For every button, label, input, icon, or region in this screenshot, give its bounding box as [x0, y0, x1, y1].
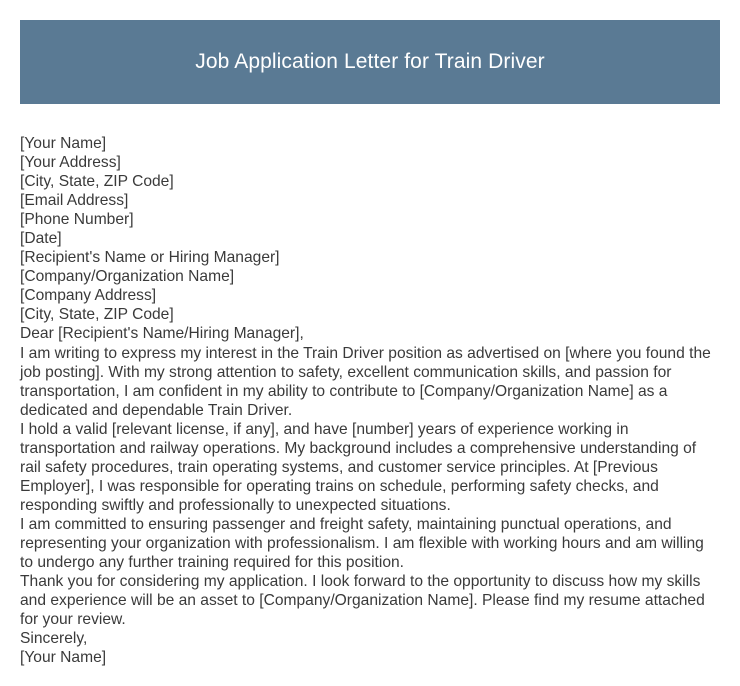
paragraph-interest: I am writing to express my interest in the Train Driver position as advertised on [where you found the job posting]. With my strong attention to safety, excellent communication skills, and passion for transportation, I am confident in my ability to contribute to [Company/Organization Name] as a dedicated and dependable Train Driver.	[20, 344, 711, 419]
sender-phone: [Phone Number]	[20, 211, 134, 229]
recipient-city-state-zip: [City, State, ZIP Code]	[20, 306, 174, 324]
salutation: Dear [Recipient's Name/Hiring Manager],	[20, 325, 304, 343]
sender-city-state-zip: [City, State, ZIP Code]	[20, 173, 174, 191]
sender-address: [Your Address]	[20, 154, 121, 172]
letter-body	[20, 134, 720, 667]
recipient-name: [Recipient's Name or Hiring Manager]	[20, 249, 280, 267]
recipient-company: [Company/Organization Name]	[20, 268, 235, 286]
paragraph-experience: I hold a valid [relevant license, if any], and have [number] years of experience working in transportation and railway operations. My background includes a comprehensive understanding of rail safety procedures, train operating systems, and customer service principles. At [Previous Employer], I was responsible for operating trains on schedule, performing safety checks, and responding swiftly and professionally to unexpected situations.	[20, 420, 697, 514]
sender-name: [Your Name]	[20, 135, 107, 152]
sender-email: [Email Address]	[20, 192, 129, 210]
title-banner	[20, 20, 720, 104]
signature: [Your Name]	[20, 649, 107, 667]
paragraph-thanks: Thank you for considering my application. I look forward to the opportunity to discuss how my skills and experience will be an asset to [Company/Organization Name]. Please find my resume attached for your review.	[20, 573, 705, 629]
paragraph-commitment: I am committed to ensuring passenger and freight safety, maintaining punctual operations, and representing your organization with professionalism. I am flexible with working hours and am willing to undergo any further training required for this position.	[20, 515, 704, 572]
closing: Sincerely,	[20, 630, 88, 648]
recipient-address: [Company Address]	[20, 287, 157, 305]
letter-date: [Date]	[20, 230, 62, 248]
page-title: Job Application Letter for Train Driver	[195, 50, 545, 73]
